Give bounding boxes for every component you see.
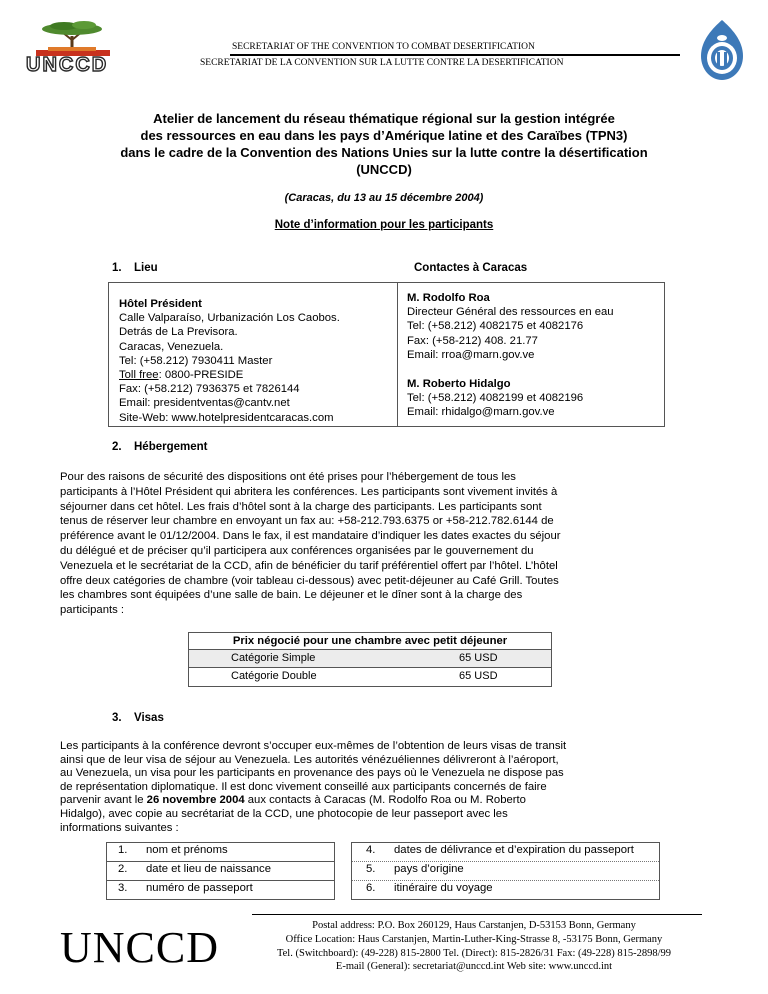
accommodation-paragraph: Pour des raisons de sécurité des dispositions ont été prises pour l’hébergement de tous les participants à l’Hôtel Président qui abritera les conférences. Les participants sont vivement invités à séjourner dans cet hôtel. Les frais d’hôtel sont à la charge des participants. Les participants sont tenus de réserver leur chambre en envoyant un fax au: +58-212.793.6375 or +58-212.782.6144 de préférence avant le 01/12/2004. Dans le fax, il est mandataire d’indiquer les dates exactes du séjour du délégué et de préciser qu’il participera aux conférences organisées par le gouvernement du Venezuela et le secrétariat de la CCD, afin de bénéficier du tarif préférentiel offert par l’hôtel. L’hôtel offre deux catégories de chambre (voir tableau ci-dessous) avec petit-déjeuner au Café Grill. Toutes les chambres sont équipées d’une salle de bain. Le déjeuner et le dîner sont à la charge des participants : <box>60 471 561 617</box>
deadline-date: 26 novembre 2004 <box>146 794 245 807</box>
hotel-name: Hôtel Président <box>119 298 202 310</box>
section-2-heading: 2. Hébergement <box>112 441 208 453</box>
note-heading: Note d’information pour les participants <box>274 219 494 231</box>
list-item: 3. numéro de passeport 6. itinéraire du voyage <box>118 882 493 894</box>
footer-rule <box>252 914 702 915</box>
table-row: Catégorie Simple 65 USD <box>189 649 551 667</box>
room-price-table <box>188 632 552 687</box>
title-line-2: des ressources en eau dans les pays d’Amérique latine et des Caraïbes (TPN3) <box>140 128 628 143</box>
contact-hidalgo: M. Roberto Hidalgo Tel: (+58.212) 4082199 et 4082196 Email: rhidalgo@marn.gov.ve <box>407 378 584 419</box>
convention-emblem-icon <box>697 18 747 82</box>
contacts-heading: Contactes à Caracas <box>414 262 528 274</box>
list-item: 1. nom et prénoms 4. dates de délivrance et d’expiration du passeport <box>118 844 634 856</box>
title-line-3: dans le cadre de la Convention des Nations Unies sur la lutte contre la désertification <box>120 145 648 160</box>
unccd-logo-text: UNCCD <box>26 54 109 76</box>
visas-paragraph: Les participants à la conférence devront s’occuper eux-mêmes de l’obtention de leurs visas de transit ainsi que de leur visa de séjour au Venezuela. Les autorités vénézuéliennes délivreront à l’aéroport, au Venezuela, un visa pour les participants en provenance des pays où le Venezuela ne dispose pas de représentation diplomatique. Il est donc vivement conseillé aux participants concernés de faire parvenir avant le 26 novembre 2004 aux contacts à Caracas (M. Rodolfo Roa ou M. Roberto Hidalgo), avec copie au secrétariat de la CCD, une photocopie de leur passeport avec les informations suivantes : <box>60 740 567 834</box>
footer-unccd-logo: UNCCD <box>60 923 220 972</box>
table-row: Catégorie Double 65 USD <box>189 667 551 686</box>
header-secretariat-en: SECRETARIAT OF THE CONVENTION TO COMBAT DESERTIFICATION <box>232 42 535 52</box>
visa-info-list <box>106 842 659 899</box>
title-line-4: (UNCCD) <box>356 162 412 177</box>
footer-contact: Postal address: P.O. Box 260129, Haus Carstanjen, D-53153 Bonn, Germany Office Location: Haus Carstanjen, Martin-Luther-King-Strasse 8, -53175 Bonn, Germany Tel. (Switchboard): (49-228) 815-2800 Tel. (Direct): 815-2826/31 Fax: (49-228) 815-2898/99 E-mail (General): secretariat@unccd.int Web site: www.unccd.int <box>276 920 672 973</box>
document-title <box>60 110 708 178</box>
contacts-table <box>108 282 665 427</box>
header-secretariat-fr: SECRETARIAT DE LA CONVENTION SUR LA LUTTE CONTRE LA DESERTIFICATION <box>200 58 564 68</box>
event-dates: (Caracas, du 13 au 15 décembre 2004) <box>284 192 484 204</box>
title-line-1: Atelier de lancement du réseau thématique régional sur la gestion intégrée <box>153 111 615 126</box>
hotel-email: Email: presidentventas@cantv.net <box>119 397 290 410</box>
toll-free-label: Toll free <box>119 369 159 382</box>
hotel-details: Hôtel Président Calle Valparaíso, Urbanización Los Caobos. Detrás de La Previsora. Caracas, Venezuela. Tel: (+58.212) 7930411 Master Toll free: 0800-PRESIDE Fax: (+58.212) 7936375 et 7826144 Email: presidentventas@cantv.net Site-Web: www.hotelpresidentcaracas.com <box>119 298 340 424</box>
contact-roa: M. Rodolfo Roa Directeur Général des ressources en eau Tel: (+58.212) 4082175 et 4082176 Fax: (+58-212) 408. 21.77 Email: rroa@marn.gov.ve <box>407 292 614 361</box>
list-item: 2. date et lieu de naissance 5. pays d’origine <box>118 863 464 875</box>
section-3-heading: 3. Visas <box>112 712 164 724</box>
price-table-header: Prix négocié pour une chambre avec petit déjeuner <box>232 635 508 647</box>
section-1-heading: 1. Lieu <box>112 262 158 274</box>
hotel-website: Site-Web: www.hotelpresidentcaracas.com <box>119 411 334 424</box>
header-rule <box>230 54 680 56</box>
